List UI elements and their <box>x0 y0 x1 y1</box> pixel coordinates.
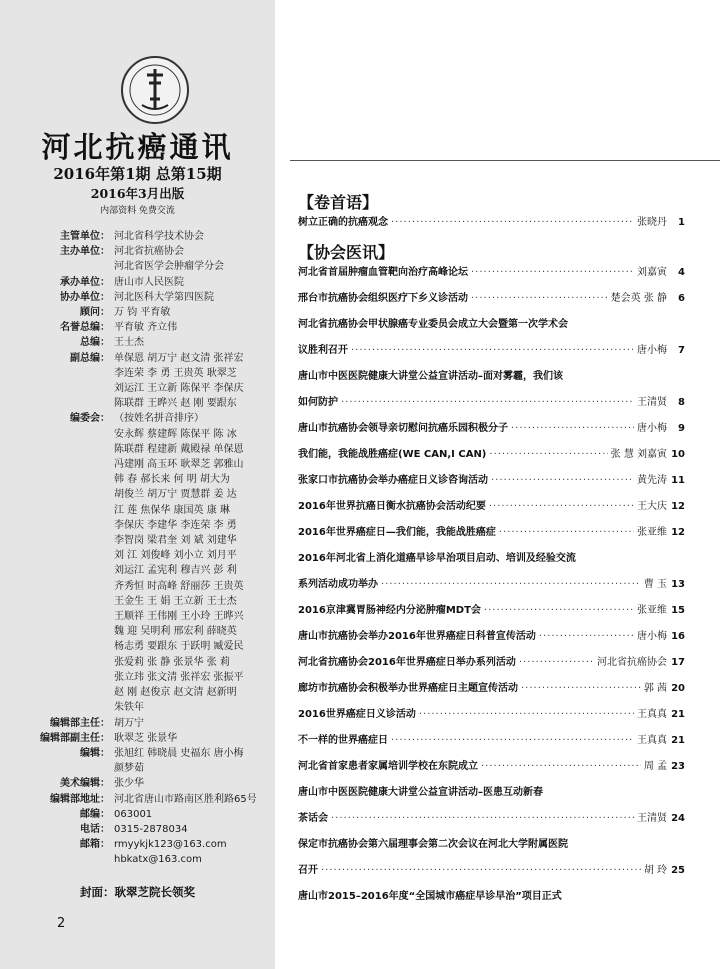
toc-entry-row <box>298 656 685 670</box>
toc-entry-page: 1 <box>678 217 685 228</box>
credit-row <box>10 746 272 761</box>
toc-entry-title: 2016世界癌症日义诊活动 <box>298 709 416 720</box>
toc-entry-author: 河北省抗癌协会 <box>597 657 667 668</box>
credit-label <box>10 442 110 457</box>
credit-row <box>10 259 272 274</box>
toc-entry[interactable] <box>298 604 685 618</box>
toc-entry-row <box>298 448 685 462</box>
toc-entry-author: 郭 茜 <box>643 683 667 694</box>
toc-entry-author: 曹 玉 <box>643 579 667 590</box>
table-of-contents <box>298 192 685 916</box>
toc-entry-page: 24 <box>671 813 685 824</box>
toc-entry-row <box>298 708 685 722</box>
toc-entry-title-line1: 河北省抗癌协会甲状腺癌专业委员会成立大会暨第一次学术会 <box>298 319 568 330</box>
toc-entry-row <box>298 292 685 306</box>
credit-row <box>10 716 272 731</box>
credit-row <box>10 776 272 791</box>
toc-entry-page: 10 <box>671 449 685 460</box>
credit-value: 王士杰 <box>114 337 144 349</box>
credit-label <box>10 700 110 715</box>
credit-label <box>10 609 110 624</box>
credit-row <box>10 563 272 578</box>
toc-leader-dots <box>321 864 641 878</box>
credit-label <box>10 533 110 548</box>
toc-entry-title: 唐山市抗癌协会领导亲切慰问抗癌乐园积极分子 <box>298 423 508 434</box>
toc-entry-page: 17 <box>671 657 685 668</box>
toc-entry-author: 张亚维 <box>637 605 667 616</box>
credit-value: 耿翠芝 张景华 <box>114 732 178 744</box>
credit-row <box>10 700 272 715</box>
toc-leader-dots <box>471 266 634 280</box>
toc-entry-row <box>298 578 685 592</box>
toc-entry-author: 张晓丹 <box>637 217 667 228</box>
toc-entry[interactable] <box>298 786 685 826</box>
credit-label: 编辑部地址： <box>50 793 110 805</box>
credit-label <box>10 639 110 654</box>
credit-value: 安永辉 蔡建辉 陈保平 陈 冰 <box>114 428 237 440</box>
toc-entry-author: 唐小梅 <box>637 423 667 434</box>
credit-label: 主办单位： <box>60 246 110 258</box>
credit-row <box>10 655 272 670</box>
credit-row <box>10 503 272 518</box>
credit-value: 河北省科学技术协会 <box>114 231 204 242</box>
toc-entry-author: 张亚维 <box>637 527 667 538</box>
toc-leader-dots <box>351 344 634 358</box>
credit-value: 王金生 王 娟 王立新 王士杰 <box>114 595 237 607</box>
credit-row <box>10 624 272 639</box>
toc-entry-page: 9 <box>678 423 685 434</box>
toc-entry-page: 8 <box>678 397 685 408</box>
credit-row <box>10 852 272 867</box>
toc-entry[interactable] <box>298 682 685 696</box>
credit-row <box>10 381 272 396</box>
toc-entry-page: 13 <box>671 579 685 590</box>
header-rule <box>290 160 720 161</box>
credit-label <box>10 518 110 533</box>
toc-entry-row <box>298 500 685 514</box>
toc-entry-row <box>298 396 685 410</box>
toc-entry[interactable] <box>298 448 685 462</box>
toc-entry-author: 胡 玲 <box>643 865 667 876</box>
credit-value: 河北省抗癌协会 <box>114 246 184 258</box>
credit-value: 万 钧 平育敏 <box>114 307 171 319</box>
toc-entry-page: 25 <box>671 865 685 876</box>
toc-entry-title: 我们能，我能战胜癌症(WE CAN,I CAN) <box>298 449 487 460</box>
toc-entry-author: 黄先涛 <box>637 475 667 486</box>
toc-leader-dots <box>489 448 607 462</box>
credit-value: 颜梦茹 <box>114 763 144 775</box>
toc-entry-title: 2016京津冀胃肠神经内分泌肿瘤MDT会 <box>298 605 481 616</box>
credit-row <box>10 411 272 426</box>
credit-row <box>10 792 272 807</box>
publish-date: 2016年3月出版 <box>90 186 185 201</box>
credit-value: 韩 春 郝长来 何 明 胡大为 <box>114 474 230 486</box>
toc-entry-title: 议胜利召开 <box>298 345 348 356</box>
toc-leader-dots <box>489 500 634 514</box>
toc-leader-dots <box>419 708 634 722</box>
toc-entry-row <box>298 474 685 488</box>
credit-label: 顾问： <box>80 307 110 319</box>
toc-entry-title: 不一样的世界癌症日 <box>298 735 388 746</box>
credit-value: 刘运江 孟宪利 穆吉兴 彭 利 <box>114 565 237 577</box>
issue-number: 2016年第1期 总第15期 <box>53 165 222 183</box>
credit-value: 0315-2878034 <box>114 823 188 835</box>
toc-entry-title: 茶话会 <box>298 813 328 824</box>
toc-leader-dots <box>484 604 634 618</box>
toc-entry-page: 21 <box>671 735 685 746</box>
credit-value: 李智岗 梁君奎 刘 斌 刘建华 <box>114 535 237 547</box>
toc-entry-title: 河北省首家患者家属培训学校在东院成立 <box>298 761 478 772</box>
credit-value: 李保庆 李建华 李连荣 李 勇 <box>114 519 237 531</box>
toc-entry-author: 王真真 <box>637 709 667 720</box>
credit-row <box>10 639 272 654</box>
toc-leader-dots <box>391 734 634 748</box>
toc-leader-dots <box>499 526 634 540</box>
credit-value: 冯建刚 高玉环 耿翠芝 郭雅山 <box>114 459 244 471</box>
toc-leader-dots <box>539 630 634 644</box>
toc-leader-dots <box>381 578 641 592</box>
credit-label <box>10 457 110 472</box>
credit-value: 胡万宁 <box>114 717 144 729</box>
credit-value: 赵 刚 赵俊京 赵文清 赵新明 <box>114 687 237 699</box>
credit-label <box>10 259 110 274</box>
credit-label <box>10 548 110 563</box>
credit-row <box>10 396 272 411</box>
credit-label: 副总编： <box>70 352 110 364</box>
magazine-title: 河北抗癌通讯 <box>41 130 234 164</box>
credit-row <box>10 487 272 502</box>
toc-entry[interactable] <box>298 370 685 410</box>
credit-label <box>10 655 110 670</box>
toc-entry-author: 周 孟 <box>643 761 667 772</box>
credit-label: 总编： <box>80 337 110 349</box>
credit-value: 张旭红 韩晓晨 史福东 唐小梅 <box>114 747 244 759</box>
toc-entry-author: 张 慧 刘嘉寅 <box>610 449 667 460</box>
credit-value: 陈联群 王晔兴 赵 刚 要跟东 <box>114 398 237 410</box>
toc-entry-author: 楚会英 张 静 <box>610 293 667 304</box>
toc-leader-dots <box>519 656 594 670</box>
toc-entry[interactable] <box>298 474 685 488</box>
toc-entry[interactable] <box>298 734 685 748</box>
credit-row <box>10 822 272 837</box>
toc-leader-dots <box>331 812 634 826</box>
toc-entry[interactable] <box>298 708 685 722</box>
credit-value: 河北省医学会肿瘤学分会 <box>114 261 224 273</box>
toc-entry-title: 系列活动成功举办 <box>298 579 378 590</box>
toc-leader-dots <box>471 292 608 306</box>
toc-entry-page: 12 <box>671 501 685 512</box>
credit-label: 编辑部副主任： <box>40 732 110 744</box>
toc-entry-author: 王大庆 <box>637 501 667 512</box>
toc-entry-title: 唐山市2015–2016年度“全国城市癌症早诊早治”项目正式 <box>298 891 562 902</box>
credit-value: 唐山市人民医院 <box>114 276 184 288</box>
page-number: 2 <box>57 916 66 931</box>
credit-row <box>10 351 272 366</box>
toc-leader-dots <box>391 216 634 230</box>
toc-entry-row <box>298 422 685 436</box>
credit-label: 编辑部主任： <box>50 717 110 729</box>
toc-entry-author: 王真真 <box>637 735 667 746</box>
toc-entry-page: 11 <box>671 475 685 486</box>
toc-entry-page: 23 <box>671 761 685 772</box>
credit-value: 李连荣 李 勇 王贵英 耿翠芝 <box>114 367 237 379</box>
credit-value: 张少华 <box>114 778 144 790</box>
credit-row <box>10 670 272 685</box>
toc-entry[interactable] <box>298 500 685 514</box>
toc-entry-title-line1: 2016年河北省上消化道癌早诊早治项目启动、培训及经验交流 <box>298 553 576 564</box>
toc-entry[interactable] <box>298 656 685 670</box>
toc-entry-title-line1: 保定市抗癌协会第六届理事会第二次会议在河北大学附属医院 <box>298 839 568 850</box>
toc-section-heading: 【协会医讯】 <box>298 243 395 262</box>
toc-entry-title: 张家口市抗癌协会举办癌症日义诊咨询活动 <box>298 475 488 486</box>
toc-entry[interactable] <box>298 760 685 774</box>
toc-entry-title: 树立正确的抗癌观念 <box>298 217 388 228</box>
toc-entry-page: 20 <box>671 683 685 694</box>
credit-row <box>10 320 272 335</box>
toc-entry[interactable] <box>298 630 685 644</box>
credit-value: 陈联群 程建新 戴殿禄 单保恩 <box>114 443 244 455</box>
toc-entry-title-line1: 唐山市中医医院健康大讲堂公益宣讲活动–面对雾霾，我们该 <box>298 371 563 382</box>
credit-value: 河北省唐山市路南区胜利路65号 <box>114 793 257 805</box>
toc-entry-title: 河北省首届肿瘤血管靶向治疗高峰论坛 <box>298 267 468 278</box>
toc-entry[interactable] <box>298 552 685 592</box>
credit-row <box>10 731 272 746</box>
toc-entry-row <box>298 526 685 540</box>
toc-entry-page: 7 <box>678 345 685 356</box>
credit-label <box>10 594 110 609</box>
credit-label <box>10 624 110 639</box>
toc-entry[interactable] <box>298 838 685 878</box>
credit-label <box>10 579 110 594</box>
credit-value: 刘 江 刘俊峰 刘小立 刘月平 <box>114 550 237 562</box>
credit-label: 编委会： <box>70 413 110 425</box>
credit-value: 杨志勇 要跟东 于跃明 臧爱民 <box>114 641 244 653</box>
credit-label: 美术编辑： <box>60 778 110 790</box>
credit-label <box>10 381 110 396</box>
toc-entry[interactable] <box>298 292 685 306</box>
toc-entry[interactable] <box>298 318 685 358</box>
credit-row <box>10 518 272 533</box>
credit-row <box>10 427 272 442</box>
toc-entry-title-line1: 唐山市中医医院健康大讲堂公益宣讲活动–医患互动新春 <box>298 787 543 798</box>
credit-label: 编辑： <box>80 747 110 759</box>
credit-label <box>10 563 110 578</box>
toc-leader-dots <box>341 396 634 410</box>
masthead-credits <box>10 229 272 868</box>
toc-entry-author: 刘嘉寅 <box>637 267 667 278</box>
toc-entry-row <box>298 864 685 878</box>
toc-section-heading: 【卷首语】 <box>298 193 379 212</box>
credit-row <box>10 366 272 381</box>
toc-entry-author: 唐小梅 <box>637 345 667 356</box>
toc-entry-page: 4 <box>678 267 685 278</box>
credit-value: 张爱莉 张 静 张景华 张 莉 <box>114 656 230 668</box>
credit-label <box>10 366 110 381</box>
credit-label <box>10 670 110 685</box>
toc-entry-page: 6 <box>678 293 685 304</box>
distribution-note: 内部资料 免费交流 <box>100 206 175 216</box>
toc-entry[interactable] <box>298 216 685 230</box>
credit-row <box>10 807 272 822</box>
association-logo-icon <box>120 55 190 125</box>
credit-label <box>10 685 110 700</box>
cover-caption: 封面：耿翠芝院长领奖 <box>80 885 195 899</box>
credit-row <box>10 442 272 457</box>
toc-entry[interactable] <box>298 526 685 540</box>
credit-value: hbkatx@163.com <box>114 854 202 866</box>
toc-entry-author: 唐小梅 <box>637 631 667 642</box>
toc-entry[interactable] <box>298 422 685 436</box>
toc-entry[interactable] <box>298 266 685 280</box>
credit-label <box>10 761 110 776</box>
toc-entry-row <box>298 266 685 280</box>
credit-label: 电话： <box>80 823 110 835</box>
masthead-column <box>0 0 275 969</box>
toc-entry-title: 召开 <box>298 865 318 876</box>
toc-entry-page: 12 <box>671 527 685 538</box>
toc-leader-dots <box>491 474 634 488</box>
toc-entry-title: 唐山市抗癌协会举办2016年世界癌症日科普宣传活动 <box>298 631 536 642</box>
credit-row <box>10 594 272 609</box>
credit-row <box>10 290 272 305</box>
credit-row <box>10 579 272 594</box>
credit-label: 主管单位： <box>60 231 110 242</box>
credit-value: （按姓名拼音排序） <box>114 413 204 425</box>
toc-entry-title: 邢台市抗癌协会组织医疗下乡义诊活动 <box>298 293 468 304</box>
toc-leader-dots <box>521 682 641 696</box>
credit-value: 063001 <box>114 808 153 820</box>
toc-entry-row <box>298 682 685 696</box>
toc-entry-row <box>298 812 685 826</box>
credit-label: 邮编： <box>80 808 110 820</box>
credit-row <box>10 685 272 700</box>
toc-entry-row <box>298 734 685 748</box>
credit-value: 胡俊兰 胡万宁 贾慧群 姜 达 <box>114 489 237 501</box>
toc-entry-author: 王清贤 <box>637 813 667 824</box>
credit-row <box>10 275 272 290</box>
toc-entry-page: 21 <box>671 709 685 720</box>
credit-row <box>10 305 272 320</box>
credit-value: 王顺祥 王伟刚 王小玲 王晔兴 <box>114 611 244 623</box>
credit-row <box>10 533 272 548</box>
credit-label <box>10 472 110 487</box>
credit-label: 协办单位： <box>60 291 110 303</box>
toc-entry[interactable] <box>298 890 685 904</box>
toc-entry-page: 15 <box>671 605 685 616</box>
credit-row <box>10 837 272 852</box>
credit-value: rmyykjk123@163.com <box>114 839 227 851</box>
credit-value: 张立玮 张文清 张祥宏 张振平 <box>114 671 244 683</box>
credit-value: 魏 迎 吴明利 邢宏利 薛晓英 <box>114 626 237 638</box>
credit-row <box>10 472 272 487</box>
credit-label: 承办单位： <box>60 276 110 288</box>
toc-leader-dots <box>481 760 641 774</box>
toc-entry-title: 廊坊市抗癌协会积极举办世界癌症日主题宣传活动 <box>298 683 518 694</box>
credit-label <box>10 852 110 867</box>
toc-entry-row <box>298 630 685 644</box>
credit-row <box>10 609 272 624</box>
credit-label <box>10 503 110 518</box>
credit-value: 朱铁年 <box>114 702 144 714</box>
credit-row <box>10 244 272 259</box>
credit-row <box>10 457 272 472</box>
credit-value: 江 莲 焦保华 康国英 康 琳 <box>114 504 230 516</box>
credit-row <box>10 335 272 350</box>
toc-entry-row <box>298 216 685 230</box>
toc-entry-title: 2016年世界抗癌日衡水抗癌协会活动纪要 <box>298 501 486 512</box>
toc-entry-page: 16 <box>671 631 685 642</box>
credit-row <box>10 229 272 244</box>
toc-entry-row <box>298 604 685 618</box>
toc-leader-dots <box>511 422 634 436</box>
credit-label: 邮箱： <box>80 839 110 851</box>
toc-entry-row <box>298 760 685 774</box>
credit-value: 河北医科大学第四医院 <box>114 291 214 303</box>
credit-value: 平育敏 齐立伟 <box>114 322 178 334</box>
credit-value: 齐秀恒 时高峰 舒丽莎 王贵英 <box>114 580 244 592</box>
toc-entry-row <box>298 344 685 358</box>
toc-entry-title: 河北省抗癌协会2016年世界癌症日举办系列活动 <box>298 657 516 668</box>
credit-value: 单保恩 胡万宁 赵文清 张祥宏 <box>114 352 244 364</box>
toc-entry-title: 2016年世界癌症日—我们能，我能战胜癌症 <box>298 527 496 538</box>
toc-entry-title: 如何防护 <box>298 397 338 408</box>
credit-label: 名誉总编： <box>60 322 110 334</box>
credit-label <box>10 487 110 502</box>
credit-row <box>10 548 272 563</box>
credit-row <box>10 761 272 776</box>
credit-label <box>10 427 110 442</box>
toc-entry-author: 王清贤 <box>637 397 667 408</box>
credit-value: 刘运江 王立新 陈保平 李保庆 <box>114 383 244 395</box>
credit-label <box>10 396 110 411</box>
